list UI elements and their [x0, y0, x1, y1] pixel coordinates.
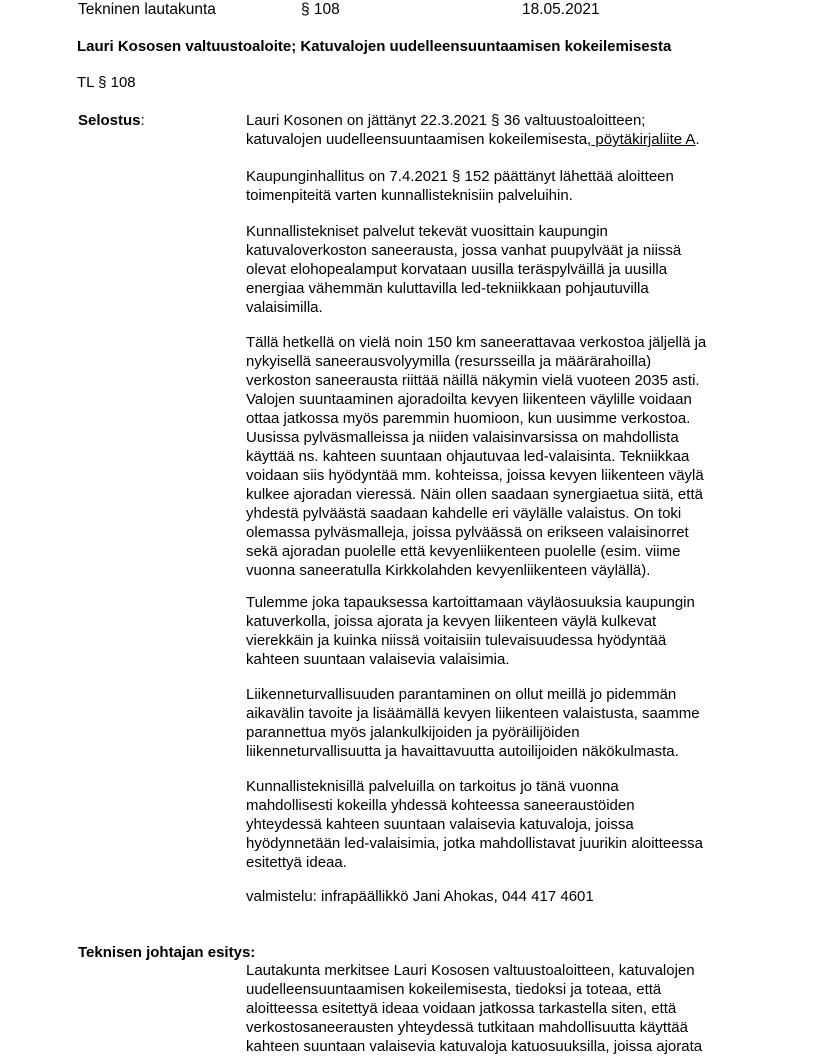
esitys-body [246, 961, 746, 1056]
header-section: § 108 [301, 1, 340, 18]
paragraph-pilot: Kunnallisteknisillä palveluilla on tarkoitus jo tänä vuonna mahdollisesti kokeilla yhdessä kohteessa saneeraustöiden yhteydessä kahteen suuntaan valaisevia katuvaloja, joissa hyödynnetään led-valaisimia, jotka mahdollistavat juurikin aloitteessa esitettyä ideaa. [246, 778, 703, 871]
paragraph-renovation: Kunnallistekniset palvelut tekevät vuosittain kaupungin katuvaloverkoston saneerausta, jossa vanhat puupylväät ja niissä olevat elohopealamput korvataan uusilla teräspylväillä ja uusilla energiaa vähemmän kuluttavilla led-tekniikkaan pohjautuvilla valaisimilla. [246, 223, 682, 316]
paragraph-mapping: Tulemme joka tapauksessa kartoittamaan väyläosuuksia kaupungin katuverkolla, joissa ajorata ja kevyen liikenteen väylä kulkevat vierekkäin ja kuinka niissä voitaisiin tulevaisuudessa hyödyntää kahteen suuntaan valaisevia valaisimia. [246, 594, 695, 668]
esitys-label: Teknisen johtajan esitys: [78, 944, 256, 961]
paragraph-traffic-safety: Liikenneturvallisuuden parantaminen on ollut meillä jo pidemmän aikavälin tavoite ja lisäämällä kevyen liikenteen valaistusta, saamme parannettua myös jalankulkijoiden ja pyöräilijöiden liikenneturvallisuutta ja havaittavuutta autoilijoiden näkökulmasta. [246, 686, 700, 760]
page-header [0, 0, 816, 20]
selostus-label [78, 111, 145, 130]
selostus-body [246, 111, 746, 921]
paragraph-initiative [246, 111, 746, 149]
paragraph-network-status: Tällä hetkellä on vielä noin 150 km saneerattavaa verkostoa jäljellä ja nykyisellä saneerausvolyymilla (resursseilla ja määrärahoilla) verkoston saneerausta riittää näillä näkymin vielä vuoteen 2035 asti. Valojen suuntaaminen ajoradoilta kevyen liikenteen väylille voidaan ottaa jatkossa myös paremmin huomioon, kun uusimme verkostoa. Uusissa pylväsmalleissa ja niiden valaisinvarsissa on mahdollista käyttää ns. kahteen suuntaan ohjautuvaa led-valaisinta. Tekniikkaa voidaan siis hyödyntää mm. kohteissa, joissa kevyen liikenteen väylä kulkee ajoradan vieressä. Näin ollen saadaan synergiaetua siitä, että yhdestä pylväästä saadaan kahdelle eri väylälle valaistus. On toki olemassa pylväsmalleja, joissa pylväässä on erikseen valaisinorret sekä ajoradan puolelle että kevyenliikenteen puolelle (esim. viime vuonna saneeratulla Kirkkolahden kevyenliikenteen väylällä). [246, 334, 707, 579]
selostus-label-text: Selostus [78, 112, 141, 129]
paragraph-initiative-text: Lauri Kosonen on jättänyt 22.3.2021 § 36 valtuustoaloitteen; katuvalojen uudelleensuuntaamisen kokeilemisesta, [246, 112, 646, 148]
esitys-text: Lautakunta merkitsee Lauri Kososen valtuustoaloitteen, katuvalojen uudelleensuuntaamisen kokeilemisesta, tiedoksi ja toteaa, että aloitteessa esitettyä ideaa voidaan jatkossa tarkastella siten, että verkostosaneerausten yhteydessä tutkitaan mahdollisuutta käyttää kahteen suuntaan valaisevia katuvaloja katuosuuksilla, joissa ajorata [246, 962, 703, 1055]
reference-code: TL § 108 [77, 74, 136, 91]
header-committee: Tekninen lautakunta [78, 1, 216, 18]
header-date: 18.05.2021 [522, 1, 600, 18]
paragraph-preparer: valmistelu: infrapäällikkö Jani Ahokas, 044 417 4601 [246, 888, 594, 905]
document-title: Lauri Kososen valtuustoaloite; Katuvalojen uudelleensuuntaamisen kokeilemisesta [77, 38, 672, 55]
selostus-label-colon: : [140, 112, 145, 129]
paragraph-city-board: Kaupunginhallitus on 7.4.2021 § 152 päättänyt lähettää aloitteen toimenpiteitä varten kunnallisteknisiin palveluihin. [246, 168, 674, 204]
paragraph-initiative-end: . [695, 131, 700, 148]
attachment-link[interactable]: pöytäkirjaliite A [591, 131, 696, 148]
